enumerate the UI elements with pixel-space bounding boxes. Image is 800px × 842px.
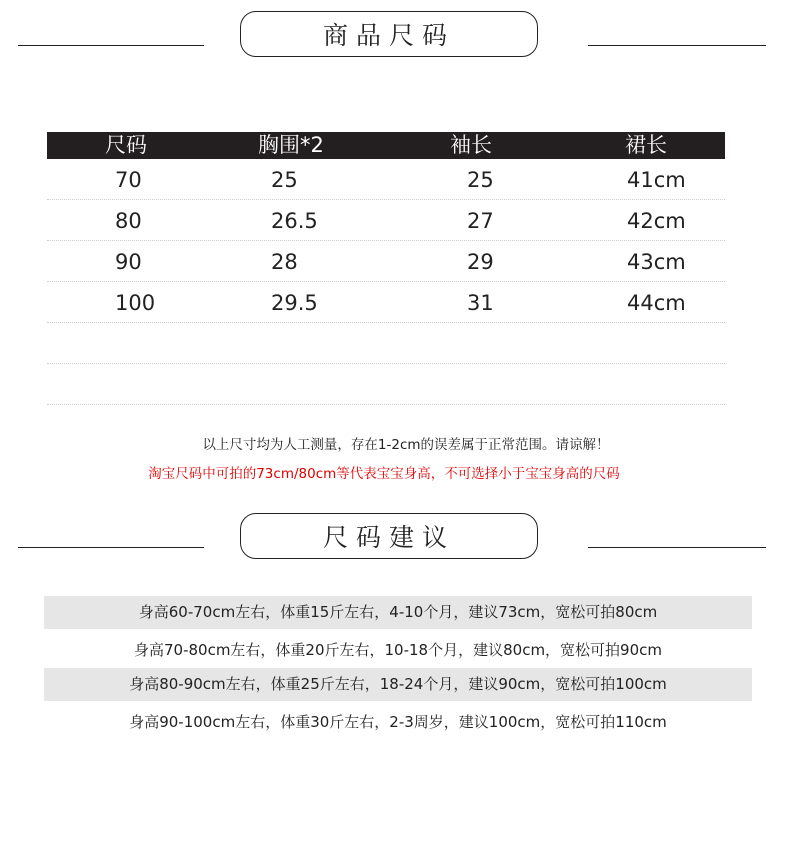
cell-skirt-length: 41cm bbox=[627, 168, 686, 192]
cell-chest: 25 bbox=[271, 168, 298, 192]
cell-size: 90 bbox=[115, 250, 142, 274]
cell-sleeve: 31 bbox=[467, 291, 494, 315]
suggestion-row: 身高80-90cm左右，体重25斤左右，18-24个月，建议90cm，宽松可拍100cm bbox=[44, 668, 752, 701]
table-row-empty bbox=[47, 323, 725, 364]
table-row bbox=[47, 200, 725, 241]
size-warning-note: 淘宝尺码中可拍的73cm/80cm等代表宝宝身高，不可选择小于宝宝身高的尺码 bbox=[148, 466, 620, 482]
cell-chest: 29.5 bbox=[271, 291, 318, 315]
cell-skirt-length: 44cm bbox=[627, 291, 686, 315]
cell-size: 70 bbox=[115, 168, 142, 192]
section-title-size-suggestion: 尺码建议 bbox=[240, 513, 538, 559]
cell-skirt-length: 42cm bbox=[627, 209, 686, 233]
table-row bbox=[47, 282, 725, 323]
cell-chest: 28 bbox=[271, 250, 298, 274]
cell-skirt-length: 43cm bbox=[627, 250, 686, 274]
measurement-note: 以上尺寸均为人工测量，存在1-2cm的误差属于正常范围。请谅解！ bbox=[202, 437, 610, 453]
cell-sleeve: 29 bbox=[467, 250, 494, 274]
suggestion-row: 身高70-80cm左右，体重20斤左右，10-18个月，建议80cm，宽松可拍90cm bbox=[133, 641, 662, 659]
suggestion-row: 身高60-70cm左右，体重15斤左右，4-10个月，建议73cm，宽松可拍80cm bbox=[44, 596, 752, 629]
header-size: 尺码 bbox=[105, 133, 147, 157]
cell-sleeve: 25 bbox=[467, 168, 494, 192]
section-title-product-size: 商品尺码 bbox=[240, 11, 538, 57]
size-table bbox=[47, 132, 725, 405]
suggestion-row: 身高90-100cm左右，体重30斤左右，2-3周岁，建议100cm，宽松可拍110cm bbox=[129, 713, 667, 731]
cell-size: 100 bbox=[115, 291, 156, 315]
header-chest: 胸围*2 bbox=[258, 133, 324, 157]
cell-sleeve: 27 bbox=[467, 209, 494, 233]
divider-line-left bbox=[18, 45, 204, 46]
cell-size: 80 bbox=[115, 209, 142, 233]
header-sleeve: 袖长 bbox=[450, 133, 492, 157]
section-header-size-suggestion bbox=[0, 513, 800, 563]
section-header-product-size bbox=[0, 11, 800, 61]
table-row bbox=[47, 241, 725, 282]
header-skirt-length: 裙长 bbox=[625, 133, 667, 157]
table-header-row bbox=[47, 132, 725, 159]
divider-line-right bbox=[588, 45, 766, 46]
divider-line-left bbox=[18, 547, 204, 548]
cell-chest: 26.5 bbox=[271, 209, 318, 233]
divider-line-right bbox=[588, 547, 766, 548]
table-row-empty bbox=[47, 364, 725, 405]
table-row bbox=[47, 159, 725, 200]
